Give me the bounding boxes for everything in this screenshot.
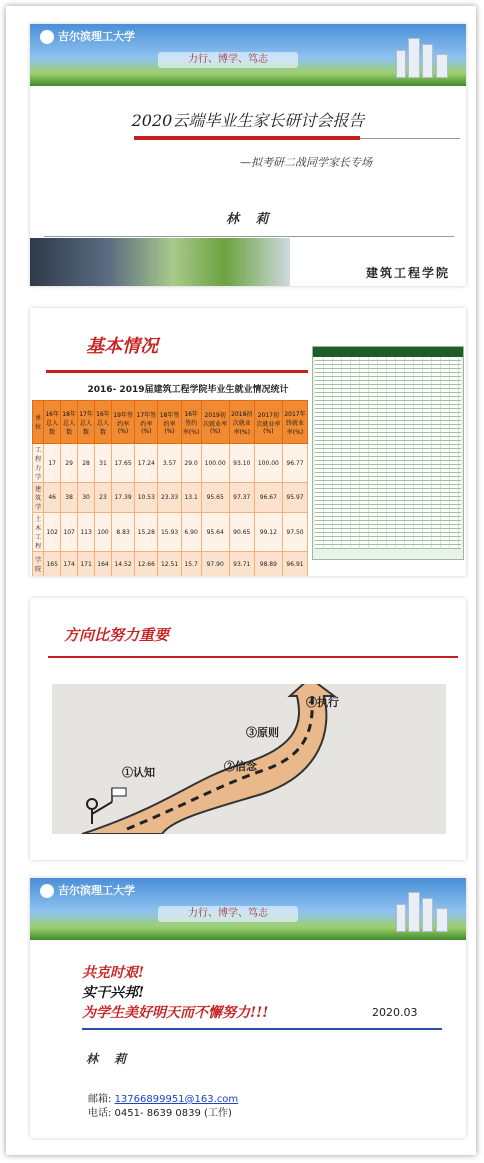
motto: 力行、博学、笃志 <box>158 52 298 68</box>
table-cell: 土木工程 <box>33 513 44 552</box>
slogan-line-3: 为学生美好明天而不懈努力!!! <box>82 1005 269 1021</box>
table-cell: 8.83 <box>111 513 134 552</box>
table-cell: 46 <box>44 483 61 513</box>
table-header-cell: 18年总人数 <box>61 401 78 444</box>
school-logo: 吉尔滨理工大学 <box>40 28 135 44</box>
table-header-cell: 17年签约率(%) <box>135 401 158 444</box>
graduates-photo <box>30 238 290 286</box>
presenter-name: 林 莉 <box>86 1052 133 1066</box>
table-cell: 17.24 <box>135 444 158 483</box>
slide-basic-situation <box>30 308 466 576</box>
table-header-cell: 16年签约率(%) <box>181 401 201 444</box>
section-heading: 基本情况 <box>86 336 158 357</box>
table-cell: 建筑学 <box>33 483 44 513</box>
table-cell: 174 <box>61 552 78 577</box>
table-cell: 100 <box>95 513 112 552</box>
table-cell: 工程力学 <box>33 444 44 483</box>
table-row <box>33 483 308 513</box>
table-cell: 97.50 <box>283 513 308 552</box>
table-cell: 95.64 <box>201 513 229 552</box>
table-cell: 17.65 <box>111 444 134 483</box>
table-header-cell: 19年签约率(%) <box>111 401 134 444</box>
table-cell: 97.90 <box>201 552 229 577</box>
table-cell: 95.97 <box>283 483 308 513</box>
table-header-cell: 18年签约率(%) <box>158 401 181 444</box>
campus-banner <box>30 878 466 940</box>
table-cell: 31 <box>95 444 112 483</box>
table-cell: 113 <box>78 513 95 552</box>
slide-direction <box>30 598 466 860</box>
table-cell: 17.39 <box>111 483 134 513</box>
report-subtitle: —拟考研二战同学家长专场 <box>240 156 372 169</box>
table-cell: 97.37 <box>229 483 254 513</box>
road-illustration <box>52 684 446 834</box>
table-row <box>33 513 308 552</box>
table-cell: 12.51 <box>158 552 181 577</box>
table-header-cell: 单位 <box>33 401 44 444</box>
school-logo: 吉尔滨理工大学 <box>40 882 135 898</box>
table-row <box>33 444 308 483</box>
report-date: 2020.03 <box>372 1006 418 1019</box>
table-cell: 100.00 <box>254 444 282 483</box>
report-title: 2020云端毕业生家长研讨会报告 <box>131 111 365 130</box>
table-cell: 107 <box>61 513 78 552</box>
table-cell: 29.0 <box>181 444 201 483</box>
table-title: 2016- 2019届建筑工程学院毕业生就业情况统计 <box>87 385 289 395</box>
school-seal-icon <box>40 884 54 898</box>
employment-table <box>32 400 308 576</box>
table-cell: 23 <box>95 483 112 513</box>
step-4-label: ④执行 <box>306 696 339 709</box>
table-cell: 164 <box>95 552 112 577</box>
table-header-cell: 2018初次就业率(%) <box>229 401 254 444</box>
document-frame <box>6 6 476 1155</box>
table-header-cell: 17年总人数 <box>78 401 95 444</box>
heading-underline <box>48 656 458 658</box>
table-cell: 93.71 <box>229 552 254 577</box>
table-header-cell: 2017年终就业率(%) <box>283 401 308 444</box>
table-cell: 38 <box>61 483 78 513</box>
table-cell: 98.89 <box>254 552 282 577</box>
table-cell: 96.67 <box>254 483 282 513</box>
motto: 力行、博学、笃志 <box>158 906 298 922</box>
buildings-icon <box>394 38 452 78</box>
campus-banner <box>30 24 466 86</box>
table-cell: 100.00 <box>201 444 229 483</box>
table-cell: 96.77 <box>283 444 308 483</box>
table-cell: 102 <box>44 513 61 552</box>
table-cell: 165 <box>44 552 61 577</box>
table-cell: 10.53 <box>135 483 158 513</box>
table-cell: 学院 <box>33 552 44 577</box>
table-header-cell: 2017初次就业率(%) <box>254 401 282 444</box>
table-cell: 3.57 <box>158 444 181 483</box>
table-cell: 30 <box>78 483 95 513</box>
table-header-cell: 2019初次就业率(%) <box>201 401 229 444</box>
table-cell: 6.90 <box>181 513 201 552</box>
email-link[interactable]: 13766899951@163.com <box>114 1094 239 1105</box>
table-cell: 15.28 <box>135 513 158 552</box>
slide-title <box>30 24 466 286</box>
email-line: 邮箱: 13766899951@163.com <box>88 1094 239 1105</box>
table-header-cell: 16年总人数 <box>95 401 112 444</box>
divider <box>44 236 454 237</box>
table-cell: 23.33 <box>158 483 181 513</box>
table-cell: 14.52 <box>111 552 134 577</box>
title-rule <box>360 138 460 139</box>
section-heading: 方向比努力重要 <box>64 626 170 644</box>
slogan-line-2: 实干兴邦! <box>82 985 145 1001</box>
table-row <box>33 552 308 577</box>
table-cell: 12.66 <box>135 552 158 577</box>
table-cell: 96.91 <box>283 552 308 577</box>
spreadsheet-image <box>312 346 464 560</box>
title-underline <box>134 136 360 140</box>
phone-line: 电话: 0451- 8639 0839 (工作) <box>88 1108 232 1119</box>
department-name: 建筑工程学院 <box>365 266 450 280</box>
table-cell: 171 <box>78 552 95 577</box>
table-cell: 15.7 <box>181 552 201 577</box>
slide-closing <box>30 878 466 1138</box>
table-cell: 15.93 <box>158 513 181 552</box>
step-3-label: ③原则 <box>246 726 279 739</box>
table-cell: 93.10 <box>229 444 254 483</box>
buildings-icon <box>394 892 452 932</box>
table-cell: 28 <box>78 444 95 483</box>
divider <box>82 1028 442 1030</box>
table-cell: 13.1 <box>181 483 201 513</box>
school-seal-icon <box>40 30 54 44</box>
presenter-name: 林 莉 <box>226 212 275 227</box>
table-header-cell: 16年总人数 <box>44 401 61 444</box>
table-cell: 95.65 <box>201 483 229 513</box>
slogan-line-1: 共克时艰! <box>82 965 145 981</box>
table-cell: 29 <box>61 444 78 483</box>
step-2-label: ②信念 <box>224 760 257 773</box>
heading-underline <box>46 370 308 373</box>
table-cell: 17 <box>44 444 61 483</box>
step-1-label: ①认知 <box>122 766 155 779</box>
table-cell: 90.65 <box>229 513 254 552</box>
table-cell: 99.12 <box>254 513 282 552</box>
